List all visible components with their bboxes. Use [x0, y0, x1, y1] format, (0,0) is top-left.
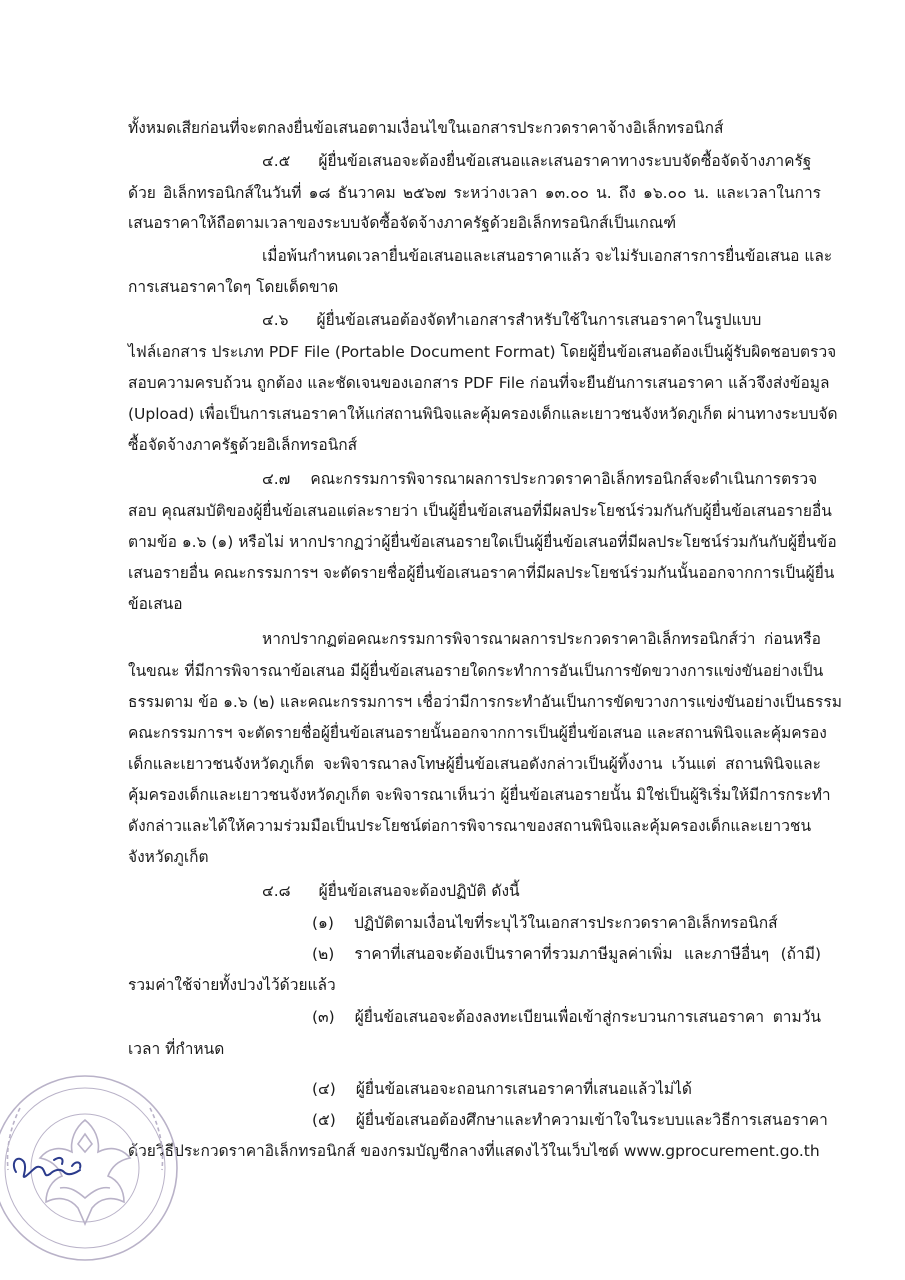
- clause-4-5-line: [262, 150, 821, 172]
- text-line: เสนอราคาให้ถือตามเวลาของระบบจัดซื้อจัดจ้างภาครัฐด้วยอิเล็กทรอนิกส์เป็นเกณฑ์: [128, 214, 677, 232]
- official-seal-icon: [0, 1048, 180, 1280]
- text-line: ผู้ยื่นข้อเสนอต้องจัดทำเอกสารสำหรับใช้ในการเสนอราคาในรูปแบบ: [316, 311, 762, 329]
- text-line: ธรรมตาม ข้อ ๑.๖ (๒) และคณะกรรมการฯ เชื่อว่ามีการกระทำอันเป็นการขัดขวางการแข่งขันอย่างเป็นธรรม: [128, 693, 842, 711]
- item-5-line: [312, 1109, 828, 1131]
- item-4-line: [312, 1078, 692, 1100]
- text-line: ปฏิบัติตามเงื่อนไขที่ระบุไว้ในเอกสารประกวดราคาอิเล็กทรอนิกส์: [353, 914, 778, 932]
- item-number: (๕): [312, 1111, 336, 1129]
- text-line: ข้อเสนอ: [128, 595, 183, 613]
- text-line: ผู้ยื่นข้อเสนอจะต้องยื่นข้อเสนอและเสนอราคาทางระบบจัดซื้อจัดจ้างภาครัฐ: [318, 152, 812, 170]
- item-number: (๔): [312, 1080, 336, 1098]
- clause-4-8-line: [262, 880, 520, 902]
- clause-number: ๔.๕: [262, 152, 291, 170]
- clause-number: ๔.๘: [262, 882, 291, 900]
- text-line: สอบความครบถ้วน ถูกต้อง และชัดเจนของเอกสาร PDF File ก่อนที่จะยืนยันการเสนอราคา แล้วจึงส่งข้อมูล: [128, 374, 830, 392]
- item-number: (๑): [312, 914, 334, 932]
- text-line: ผู้ยื่นข้อเสนอจะถอนการเสนอราคาที่เสนอแล้วไม่ได้: [355, 1080, 692, 1098]
- text-line: เสนอรายอื่น คณะกรรมการฯ จะตัดรายชื่อผู้ยื่นข้อเสนอราคาที่มีผลประโยชน์ร่วมกันนั้นออกจากการเป็นผู้ยื่น: [128, 564, 835, 582]
- text-line: เวลา ที่กำหนด: [128, 1040, 225, 1058]
- text-line: ทั้งหมดเสียก่อนที่จะตกลงยื่นข้อเสนอตามเงื่อนไขในเอกสารประกวดราคาจ้างอิเล็กทรอนิกส์: [128, 119, 724, 137]
- text-line: คุ้มครองเด็กและเยาวชนจังหวัดภูเก็ต จะพิจารณาเห็นว่า ผู้ยื่นข้อเสนอรายนั้น มิใช่เป็นผู้ริเริ่มให้มีการกระทำ: [128, 786, 831, 804]
- clause-4-6-line: [262, 309, 761, 331]
- text-line: คณะกรรมการฯ จะตัดรายชื่อผู้ยื่นข้อเสนอรายนั้นออกจากการเป็นผู้ยื่นข้อเสนอ และสถานพินิจและคุ้มครอง: [128, 724, 827, 742]
- text-line: ด้วยวิธีประกวดราคาอิเล็กทรอนิกส์ ของกรมบัญชีกลางที่แสดงไว้ในเว็บไซต์ www.gprocurement.go.th: [128, 1142, 820, 1160]
- text-line: ผู้ยื่นข้อเสนอจะต้องลงทะเบียนเพื่อเข้าสู่กระบวนการเสนอราคา ตามวัน: [354, 1008, 821, 1026]
- text-line: ไฟล์เอกสาร ประเภท PDF File (Portable Document Format) โดยผู้ยื่นข้อเสนอต้องเป็นผู้รับผิดชอบตรวจ: [128, 343, 837, 361]
- text-line: การเสนอราคาใดๆ โดยเด็ดขาด: [128, 278, 339, 296]
- clause-number: ๔.๖: [262, 311, 289, 329]
- text-line: จังหวัดภูเก็ต: [128, 848, 209, 866]
- text-line: ซื้อจัดจ้างภาครัฐด้วยอิเล็กทรอนิกส์: [128, 436, 358, 454]
- text-line: ราคาที่เสนอจะต้องเป็นราคาที่รวมภาษีมูลค่าเพิ่ม และภาษีอื่นๆ (ถ้ามี): [354, 945, 821, 963]
- text-line: ดังกล่าวและได้ให้ความร่วมมือเป็นประโยชน์ต่อการพิจารณาของสถานพินิจและคุ้มครองเด็กและเยาวชน: [128, 817, 812, 835]
- item-3-line: [312, 1006, 821, 1028]
- text-line: คณะกรรมการพิจารณาผลการประกวดราคาอิเล็กทรอนิกส์จะดำเนินการตรวจ: [310, 470, 818, 488]
- item-1-line: [312, 912, 778, 934]
- text-line: ผู้ยื่นข้อเสนอจะต้องปฏิบัติ ดังนี้: [318, 882, 520, 900]
- item-number: (๓): [312, 1008, 335, 1026]
- item-2-line: [312, 943, 821, 965]
- text-line: เด็กและเยาวชนจังหวัดภูเก็ต จะพิจารณาลงโทษผู้ยื่นข้อเสนอดังกล่าวเป็นผู้ทิ้งงาน เว้นแต่ สถานพินิจและ: [128, 755, 821, 773]
- text-line: ด้วย อิเล็กทรอนิกส์ในวันที่ ๑๘ ธันวาคม ๒๕๖๗ ระหว่างเวลา ๑๓.๐๐ น. ถึง ๑๖.๐๐ น. และเวลาในการ: [128, 184, 821, 202]
- text-line: ตามข้อ ๑.๖ (๑) หรือไม่ หากปรากฏว่าผู้ยื่นข้อเสนอรายใดเป็นผู้ยื่นข้อเสนอที่มีผลประโยชน์ร่วมกันกับผู้ยื่นข้อ: [128, 533, 837, 551]
- text-line: ในขณะ ที่มีการพิจารณาข้อเสนอ มีผู้ยื่นข้อเสนอรายใดกระทำการอันเป็นการขัดขวางการแข่งขันอย่างเป็น: [128, 662, 824, 680]
- clause-4-7-line: [262, 468, 821, 490]
- text-line: รวมค่าใช้จ่ายทั้งปวงไว้ด้วยแล้ว: [128, 976, 336, 994]
- clause-number: ๔.๗: [262, 470, 291, 488]
- text-line: หากปรากฏต่อคณะกรรมการพิจารณาผลการประกวดราคาอิเล็กทรอนิกส์ว่า ก่อนหรือ: [262, 630, 821, 648]
- text-line: (Upload) เพื่อเป็นการเสนอราคาให้แก่สถานพินิจและคุ้มครองเด็กและเยาวชนจังหวัดภูเก็ต ผ่านทางระบบจัด: [128, 405, 838, 423]
- text-line: ผู้ยื่นข้อเสนอต้องศึกษาและทำความเข้าใจในระบบและวิธีการเสนอราคา: [355, 1111, 828, 1129]
- text-line: เมื่อพ้นกำหนดเวลายื่นข้อเสนอและเสนอราคาแล้ว จะไม่รับเอกสารการยื่นข้อเสนอ และ: [262, 247, 833, 265]
- text-line: สอบ คุณสมบัติของผู้ยื่นข้อเสนอแต่ละรายว่า เป็นผู้ยื่นข้อเสนอที่มีผลประโยชน์ร่วมกันกับผู้ยื่นข้อเสนอรายอื่น: [128, 502, 832, 520]
- item-number: (๒): [312, 945, 335, 963]
